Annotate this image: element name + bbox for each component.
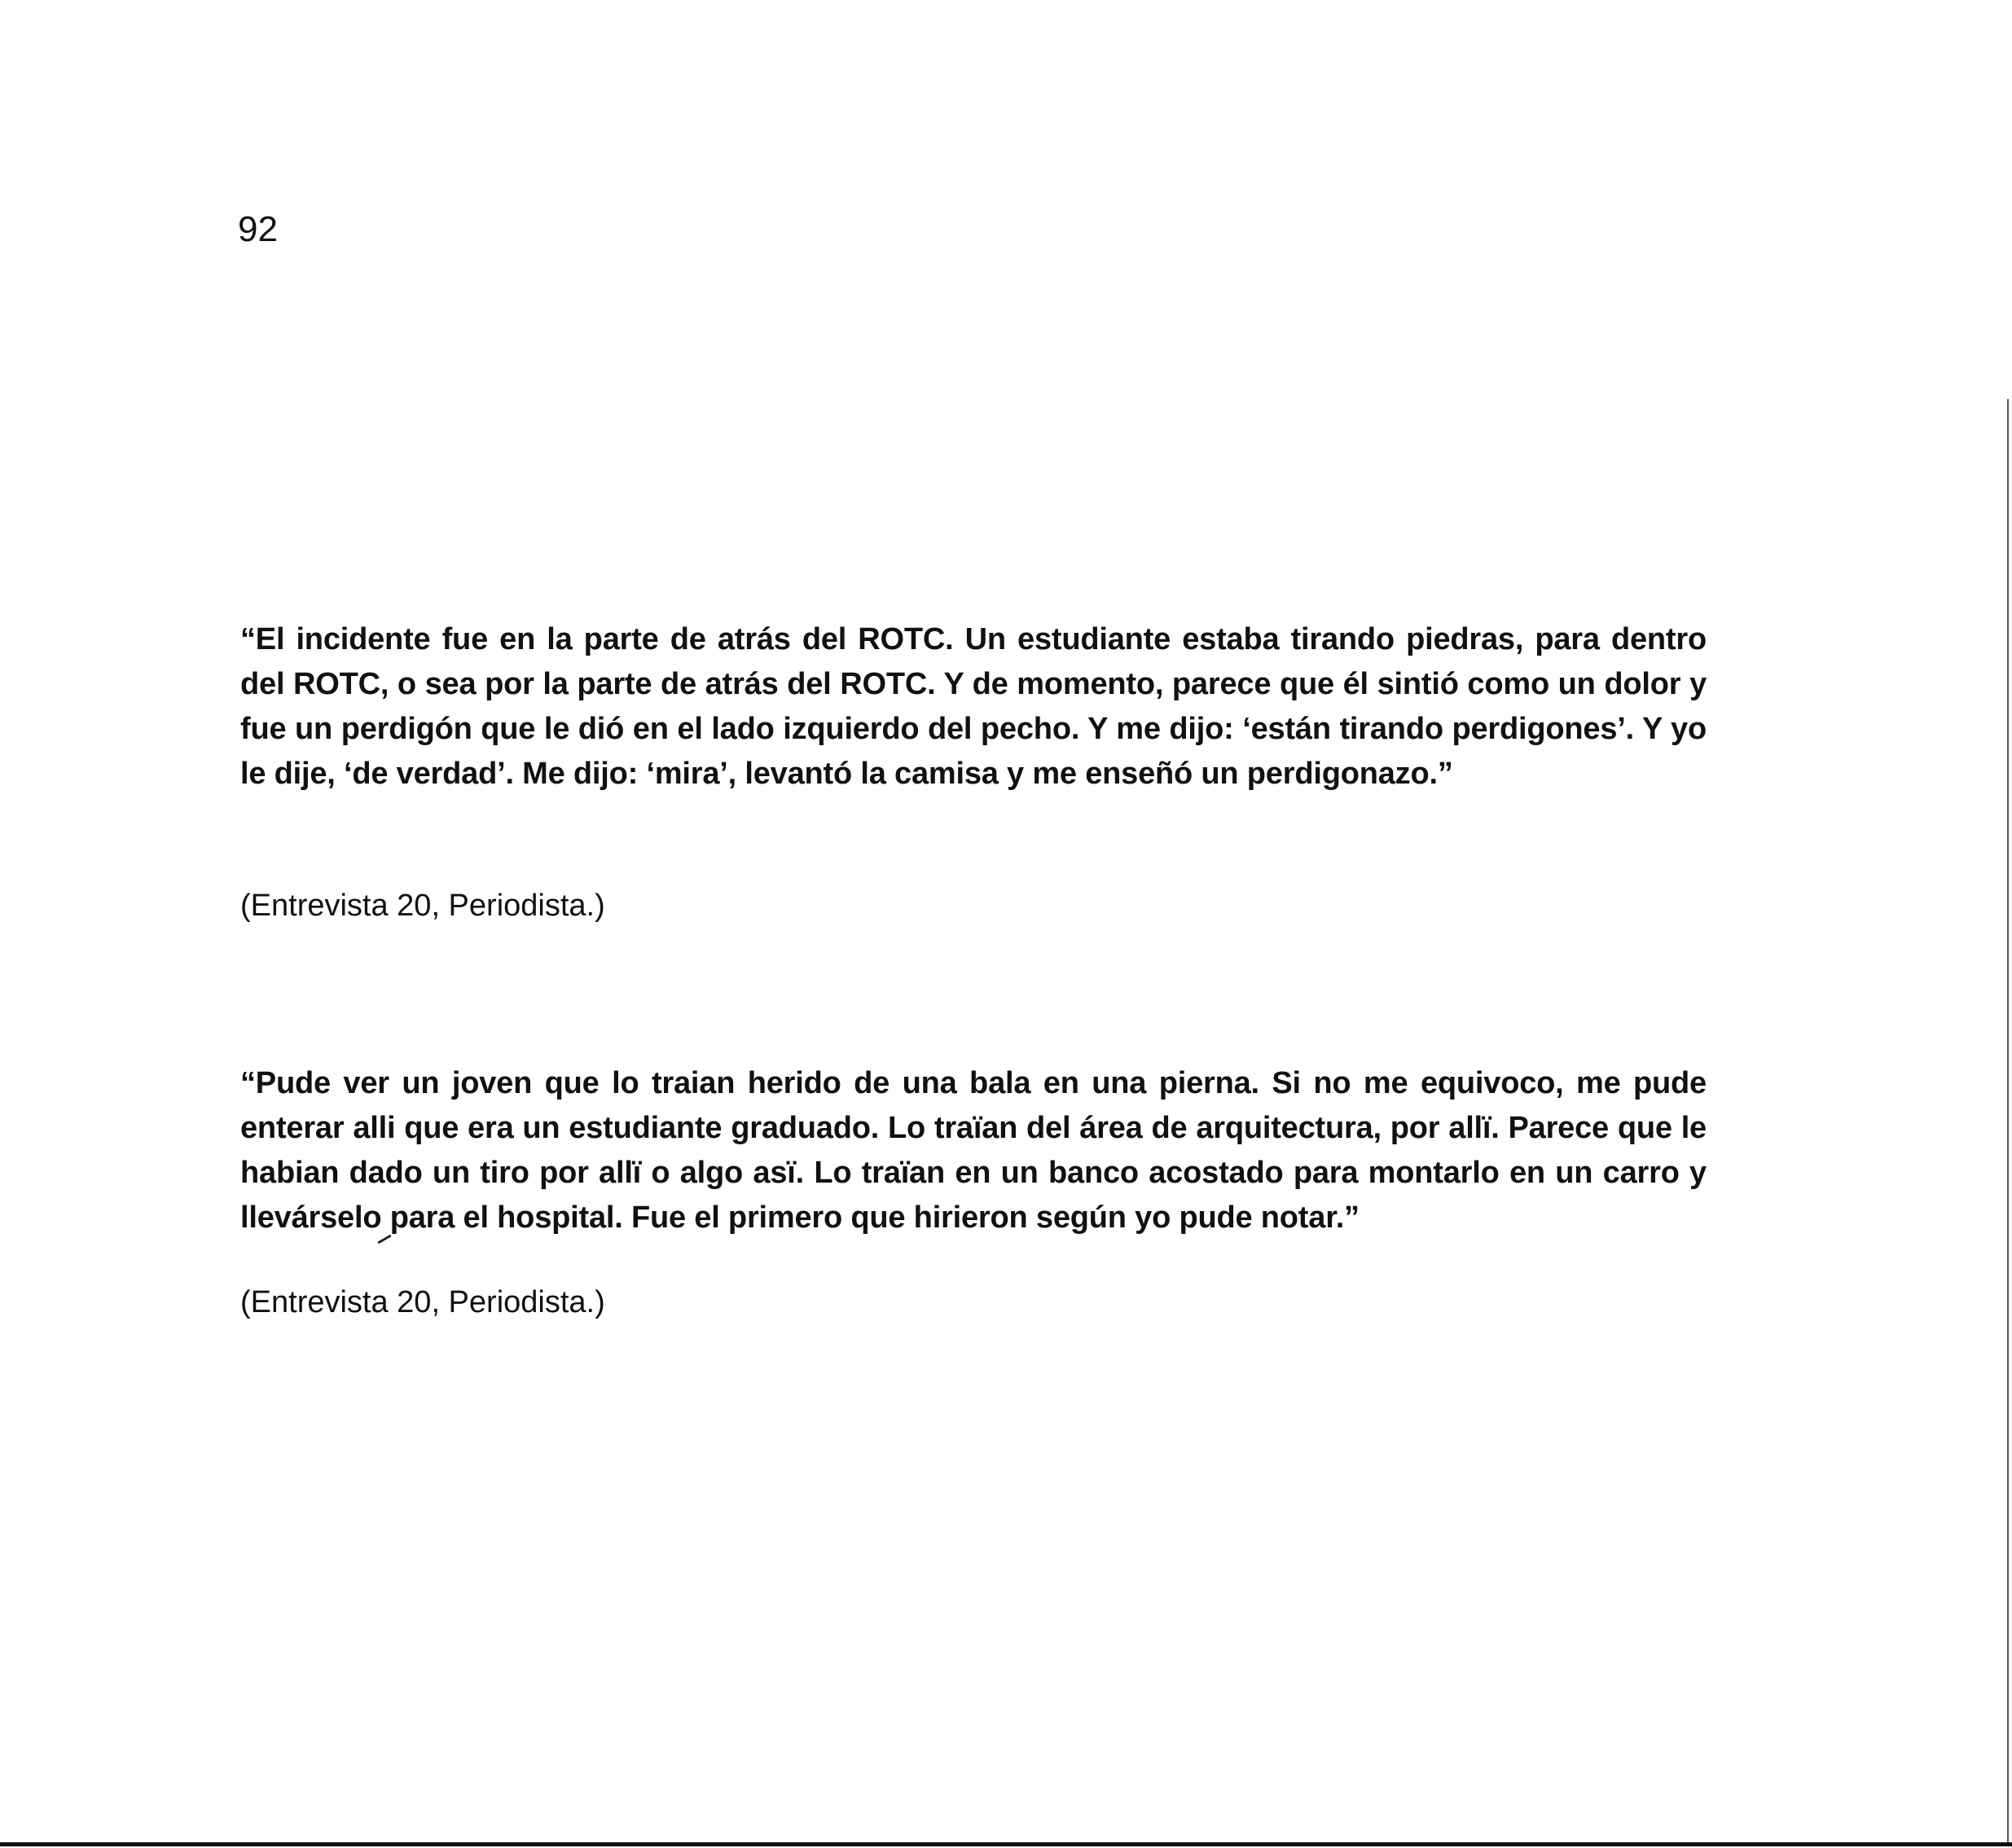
page-number: 92 (238, 209, 278, 249)
bottom-edge-rule (0, 1842, 2012, 1846)
quote-2-text: “Pude ver un joven que lo traian herido de una bala en una pierna. Si no me equivoco, me pude enterar alli que era un estudiante graduado. Lo traïan del área de arquitectura, por allï. Parece que le habian dado un tiro por allï o algo asï. Lo traïan en un banco acostado para montarlo en un carro y llevárselo para el hospital. Fue el primero que hirieron según yo pude notar.” (240, 1066, 1707, 1235)
quote-1-text: “El incidente fue en la parte de atrás del ROTC. Un estudiante estaba tirando piedras, para dentro del ROTC, o sea por la parte de atrás del ROTC. Y de momento, parece que él sintió como un dolor y fue un perdigón que le dió en el lado izquierdo del pecho. Y me dijo: ‘están tirando perdigones’. Y yo le dije, ‘de verdad’. Me dijo: ‘mira’, levantó la camisa y me enseñó un perdigonazo.” (240, 622, 1707, 791)
quote-2-citation: (Entrevista 20, Periodista.) (240, 1285, 605, 1319)
right-edge-rule (2007, 399, 2009, 1845)
quote-1-citation: (Entrevista 20, Periodista.) (240, 889, 605, 923)
